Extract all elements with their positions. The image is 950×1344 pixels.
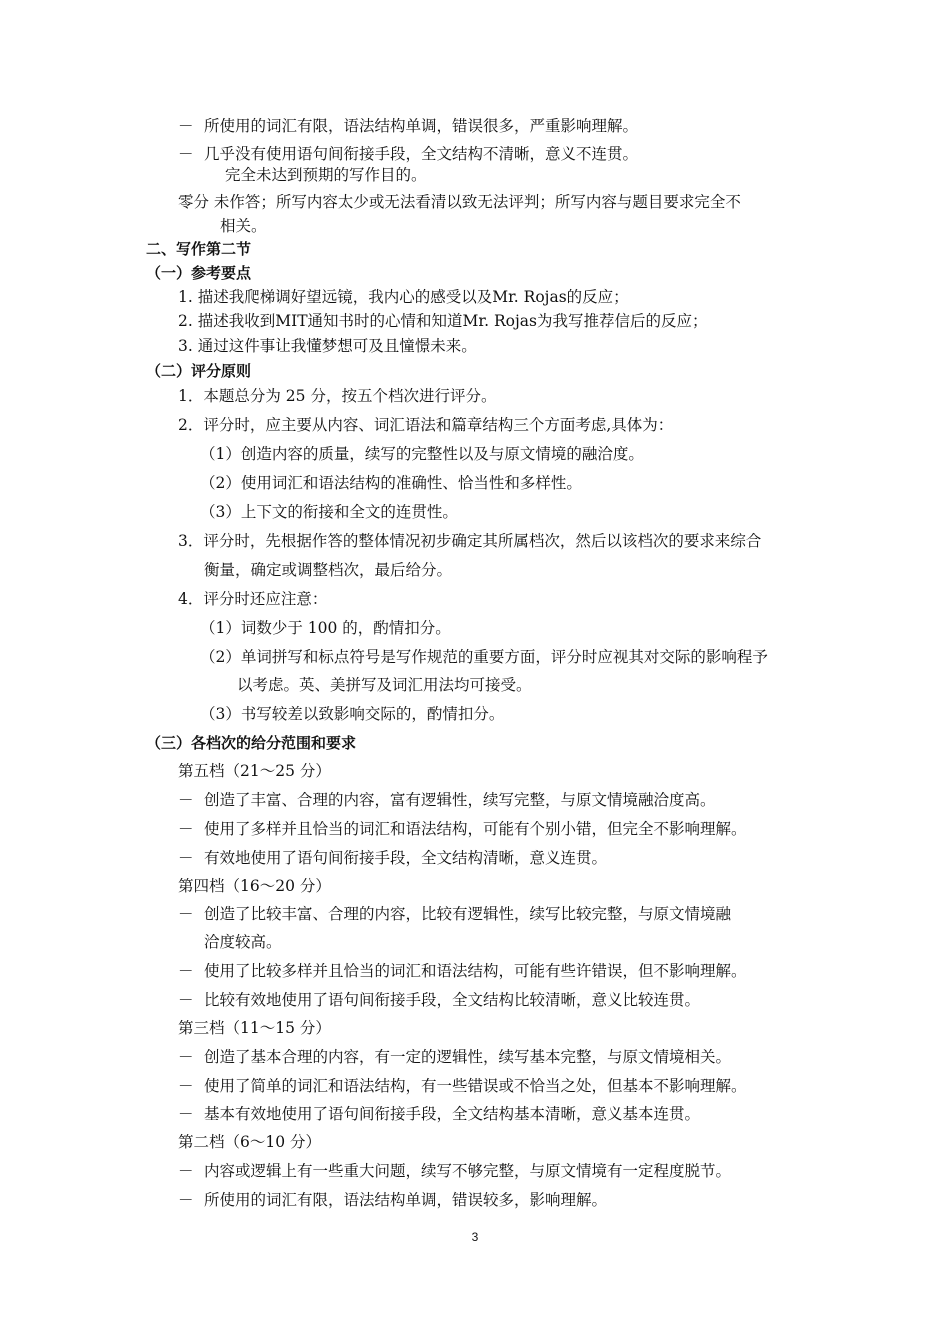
list-item: 1．本题总分为 25 分，按五个档次进行评分。 [178,387,497,405]
line-text: 创造了比较丰富、合理的内容，比较有逻辑性，续写比较完整，与原文情境融 [204,905,732,923]
dash-bullet: － [178,849,194,867]
list-item: 4．评分时还应注意： [178,590,328,608]
grade-heading: 第三档（11～15 分） [178,1019,331,1037]
list-item: 2. 描述我收到MIT通知书时的心情和知道Mr. Rojas为我写推荐信后的反应； [178,312,708,330]
list-item: （3）上下文的衔接和全文的连贯性。 [200,503,458,521]
dash-bullet: － [178,1105,194,1123]
page-number: 3 [471,1230,479,1244]
line-text: 衡量，确定或调整档次，最后给分。 [204,561,453,579]
list-item: （1）词数少于 100 的，酌情扣分。 [200,619,451,637]
dash-bullet: － [178,1191,194,1209]
dash-bullet: － [178,905,194,923]
section-heading: 二、写作第二节 [146,240,252,258]
line-text: 所使用的词汇有限，语法结构单调，错误很多，严重影响理解。 [204,117,639,135]
zero-score-line: 零分 未作答；所写内容太少或无法看清以致无法评判；所写内容与题目要求完全不 [178,193,741,211]
line-text: 使用了多样并且恰当的词汇和语法结构，可能有个别小错，但完全不影响理解。 [204,820,747,838]
list-item: 3. 通过这件事让我懂梦想可及且憧憬未来。 [178,337,477,355]
line-text: 几乎没有使用语句间衔接手段，全文结构不清晰，意义不连贯。 [204,145,639,163]
list-item: （2）使用词汇和语法结构的准确性、恰当性和多样性。 [200,474,582,492]
bullet-line [178,1189,607,1211]
bullet-line [178,1103,700,1125]
bullet-line [178,1046,731,1068]
bullet-line [178,115,638,137]
dash-bullet: － [178,991,194,1009]
line-text: 以考虑。英、美拼写及词汇用法均可接受。 [237,676,532,694]
line-text: 使用了简单的词汇和语法结构，有一些错误或不恰当之处，但基本不影响理解。 [204,1077,747,1095]
dash-bullet: － [178,1048,194,1066]
list-item: 2．评分时，应主要从内容、词汇语法和篇章结构三个方面考虑,具体为： [178,416,674,434]
line-text: 使用了比较多样并且恰当的词汇和语法结构，可能有些许错误，但不影响理解。 [204,962,747,980]
dash-bullet: － [178,962,194,980]
line-text: 完全未达到预期的写作目的。 [225,166,427,184]
list-item: （2）单词拼写和标点符号是写作规范的重要方面，评分时应视其对交际的影响程予 [200,648,768,666]
subsection-heading: （一）参考要点 [146,264,252,282]
bullet-line [178,143,638,165]
bullet-line [178,903,731,925]
list-item: 1. 描述我爬梯调好望远镜，我内心的感受以及Mr. Rojas的反应； [178,288,629,306]
subsection-heading: （三）各档次的给分范围和要求 [146,734,357,752]
line-text: 内容或逻辑上有一些重大问题，续写不够完整，与原文情境有一定程度脱节。 [204,1162,732,1180]
bullet-line [178,960,747,982]
line-text: 相关。 [220,217,267,235]
line-text: 基本有效地使用了语句间衔接手段，全文结构基本清晰，意义基本连贯。 [204,1105,701,1123]
grade-heading: 第五档（21～25 分） [178,762,331,780]
dash-bullet: － [178,1162,194,1180]
line-text: 创造了基本合理的内容，有一定的逻辑性，续写基本完整，与原文情境相关。 [204,1048,732,1066]
line-text: 洽度较高。 [204,933,282,951]
line-text: 比较有效地使用了语句间衔接手段，全文结构比较清晰，意义比较连贯。 [204,991,701,1009]
grade-heading: 第二档（6～10 分） [178,1133,322,1151]
list-item: （1）创造内容的质量，续写的完整性以及与原文情境的融洽度。 [200,445,644,463]
bullet-line [178,847,607,869]
line-text: 有效地使用了语句间衔接手段，全文结构清晰，意义连贯。 [204,849,608,867]
dash-bullet: － [178,820,194,838]
bullet-line [178,1075,747,1097]
bullet-line [178,1160,731,1182]
line-text: 创造了丰富、合理的内容，富有逻辑性，续写完整，与原文情境融洽度高。 [204,791,716,809]
bullet-line [178,818,747,840]
subsection-heading: （二）评分原则 [146,362,252,380]
list-item: （3）书写较差以致影响交际的，酌情扣分。 [200,705,505,723]
dash-bullet: － [178,117,194,135]
line-text: 所使用的词汇有限，语法结构单调，错误较多，影响理解。 [204,1191,608,1209]
dash-bullet: － [178,791,194,809]
grade-heading: 第四档（16～20 分） [178,877,331,895]
bullet-line [178,989,700,1011]
dash-bullet: － [178,1077,194,1095]
list-item: 3．评分时，先根据作答的整体情况初步确定其所属档次，然后以该档次的要求来综合 [178,532,762,550]
bullet-line [178,789,716,811]
dash-bullet: － [178,145,194,163]
